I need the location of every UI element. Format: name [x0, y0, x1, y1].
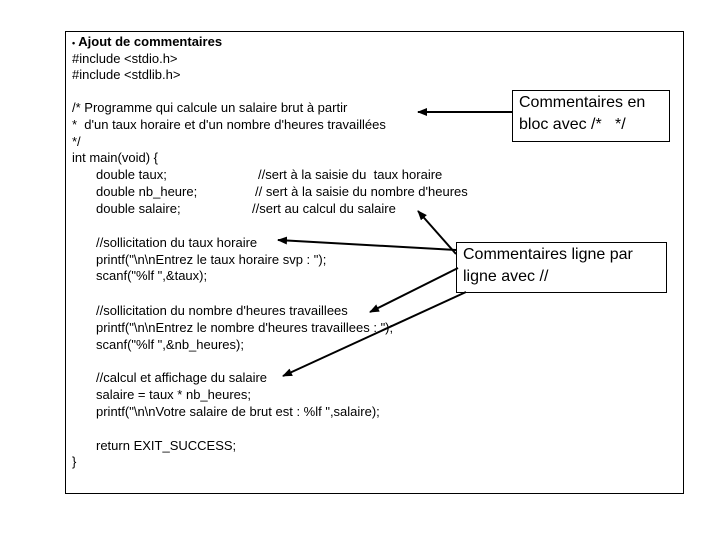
code-line-sollicitation-heures: //sollicitation du nombre d'heures travaillees — [96, 303, 348, 318]
code-line-return: return EXIT_SUCCESS; — [96, 438, 237, 453]
title-bullet: • — [72, 38, 76, 48]
code-line-scanf-taux: scanf("%lf ",&taux); — [96, 268, 208, 283]
code-line-include-stdio: #include <stdio.h> — [72, 51, 178, 66]
line-callout-line-1: Commentaires ligne par — [463, 246, 633, 263]
code-line-scanf-heures: scanf("%lf ",&nb_heures); — [96, 337, 244, 352]
code-line-calcul-comment: //calcul et affichage du salaire — [96, 370, 268, 385]
arrow-sollicitation-heures — [370, 268, 458, 312]
arrow-sollicitation-taux — [278, 240, 456, 250]
code-line-printf-heures: printf("\n\nEntrez le nombre d'heures travaillees : "); — [96, 320, 394, 335]
code-line-include-stdlib: #include <stdlib.h> — [72, 67, 181, 82]
line-callout-line-2: ligne avec // — [463, 268, 549, 285]
code-line-main: int main(void) { — [72, 150, 158, 165]
code-line-printf-taux: printf("\n\nEntrez le taux horaire svp : "); — [96, 252, 327, 267]
code-line-decl-taux-comment: //sert à la saisie du taux horaire — [258, 167, 443, 182]
code-line-decl-salaire: double salaire; — [96, 201, 181, 216]
arrow-calcul — [283, 292, 466, 376]
block-callout-line-1: Commentaires en — [519, 94, 646, 111]
code-line-comment-3: */ — [72, 134, 81, 149]
code-line-decl-taux: double taux; — [96, 167, 167, 182]
code-line-printf-salaire: printf("\n\nVotre salaire de brut est : %lf ",salaire); — [96, 404, 380, 419]
code-line-decl-salaire-comment: //sert au calcul du salaire — [252, 201, 396, 216]
code-line-comment-2: * d'un taux horaire et d'un nombre d'heures travaillées — [72, 117, 386, 132]
code-line-calcul: salaire = taux * nb_heures; — [96, 387, 252, 402]
code-line-decl-nbheure: double nb_heure; — [96, 184, 198, 199]
code-line-comment-1: /* Programme qui calcule un salaire brut à partir — [72, 100, 348, 115]
code-line-decl-nbheure-comment: // sert à la saisie du nombre d'heures — [255, 184, 468, 199]
block-callout-line-2: bloc avec /* */ — [519, 116, 626, 133]
title-text: Ajout de commentaires — [78, 34, 223, 49]
code-line-close-brace: } — [72, 454, 77, 469]
code-line-sollicitation-taux: //sollicitation du taux horaire — [96, 235, 258, 250]
